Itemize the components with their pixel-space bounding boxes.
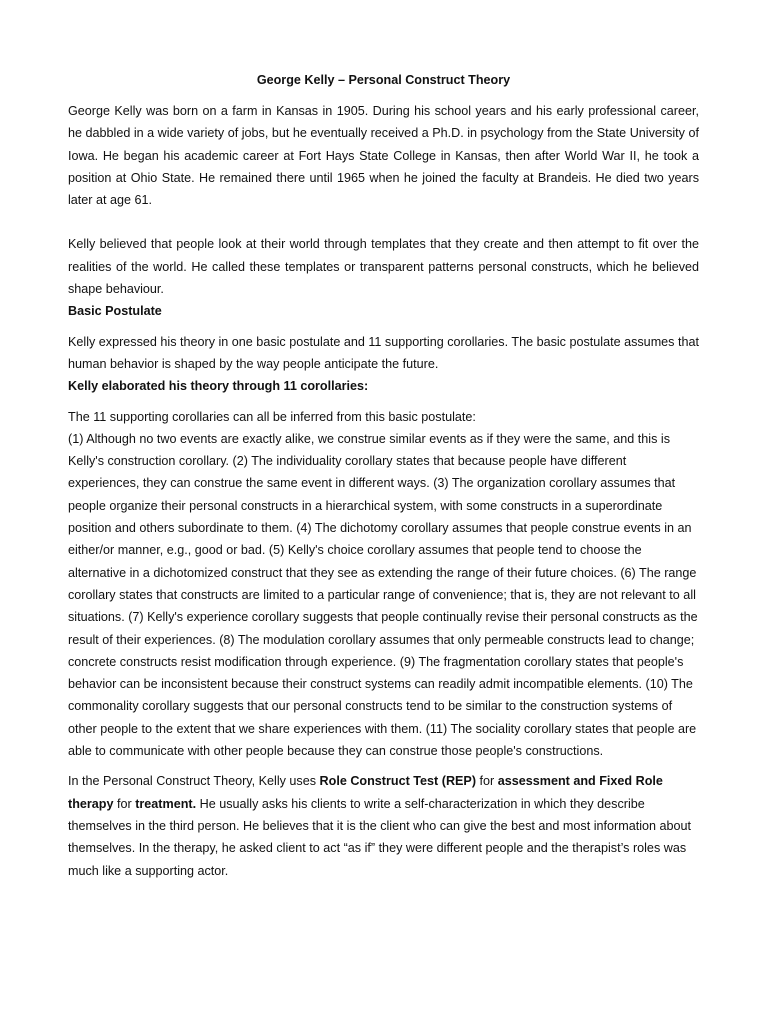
basic-postulate-paragraph: Kelly expressed his theory in one basic postulate and 11 supporting corollaries. The basic postulate assumes that human behavior is shaped by the way people anticipate the future.: [68, 334, 699, 371]
treatment-term: treatment.: [135, 796, 197, 811]
corollaries-intro: The 11 supporting corollaries can all be inferred from this basic postulate:: [68, 409, 476, 424]
fixed-role-therapy-term: assessment and Fixed Role therapy: [68, 774, 663, 811]
corollaries-paragraph: (1) Although no two events are exactly alike, we construe similar events as if they were the same, and this is Kelly's construction corollary. (2) The individuality corollary states that because people have different experiences, they can construe the same event in different ways. (3) The organization corollary assumes that people organize their personal constructs in a hierarchical system, with some constructs in a superordinate position and others subordinate to them. (4) The dichotomy corollary assumes that people construe events in an either/or manner, e.g., good or bad. (5) Kelly's choice corollary assumes that people tend to choose the alternative in a dichotomized construct that they see as extending the range of their future choices. (6) The range corollary states that constructs are limited to a particular range of convenience; that is, they are not relevant to all situations. (7) Kelly's experience corollary suggests that people continually revise their personal constructs as the result of their experiences. (8) The modulation corollary assumes that only permeable constructs lead to change; concrete constructs resist modification through experience. (9) The fragmentation corollary states that people's behavior can be inconsistent because their construct systems can readily admit incompatible elements. (10) The commonality corollary suggests that our personal constructs tend to be similar to the construction systems of other people to the extent that we share experiences with them. (11) The sociality corollary states that people are able to communicate with other people because they can construe those people's constructions.: [68, 431, 698, 759]
assessment-text-2: for: [476, 774, 498, 789]
assessment-text-1: In the Personal Construct Theory, Kelly uses: [68, 774, 320, 789]
biography-paragraph: George Kelly was born on a farm in Kansas in 1905. During his school years and his early professional career, he dabbled in a wide variety of jobs, but he eventually received a Ph.D. in psychology from the State University of Iowa. He began his academic career at Fort Hays State College in Kansas, then after World War II, he took a position at Ohio State. He remained there until 1965 when he joined the faculty at Brandeis. He died two years later at age 61.: [68, 104, 699, 208]
assessment-text-4: He usually asks his clients to write a self-characterization in which they describe themselves in the third person. He believes that it is the client who can give the best and most information about themselves. In the therapy, he asked client to act “as if” they were different people and the therapist’s roles was much like a supporting actor.: [68, 796, 692, 878]
rep-test-term: Role Construct Test (REP): [319, 774, 477, 789]
document-title: George Kelly – Personal Construct Theory: [256, 73, 511, 87]
assessment-paragraph: [68, 770, 699, 881]
corollaries-heading: Kelly elaborated his theory through 11 corollaries:: [68, 379, 369, 394]
basic-postulate-heading: Basic Postulate: [68, 304, 162, 319]
document-body: [68, 70, 699, 882]
templates-paragraph: Kelly believed that people look at their world through templates that they create and then attempt to fit over the realities of the world. He called these templates or transparent patterns personal constructs, which he believed shape behaviour.: [68, 237, 699, 297]
assessment-text-3: for: [113, 796, 136, 811]
